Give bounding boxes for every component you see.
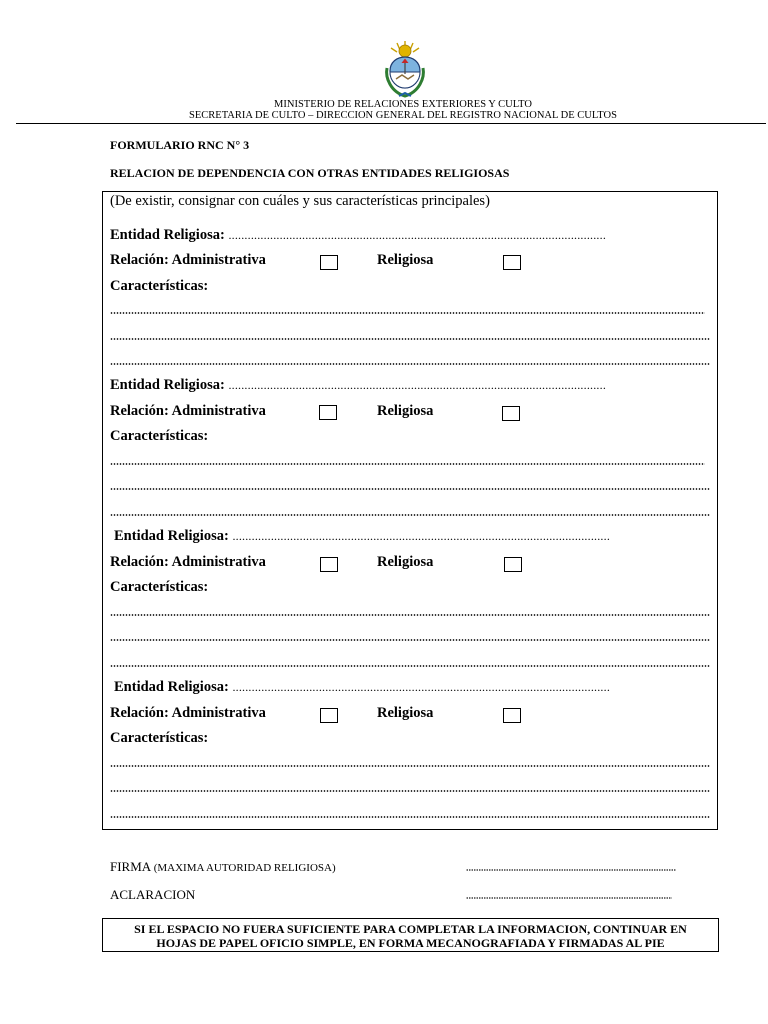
administrative-checkbox[interactable] bbox=[319, 405, 337, 420]
religious-checkbox[interactable] bbox=[502, 406, 520, 421]
characteristics-line[interactable] bbox=[110, 788, 710, 794]
signature-note: (MAXIMA AUTORIDAD RELIGIOSA) bbox=[153, 862, 336, 874]
characteristics-label: Características: bbox=[110, 278, 209, 294]
notice-line-1: SI EL ESPACIO NO FUERA SUFICIENTE PARA COMPLETAR LA INFORMACION, CONTINUAR EN bbox=[134, 922, 687, 936]
characteristics-label: Características: bbox=[110, 579, 209, 595]
entity-1-row bbox=[110, 227, 606, 244]
signature-row-label bbox=[110, 859, 336, 875]
characteristics-line[interactable] bbox=[110, 814, 710, 820]
coat-of-arms-icon bbox=[381, 38, 429, 100]
entity-name-field[interactable]: ...................................................................................................................... bbox=[232, 529, 611, 543]
relation-administrative-label: Relación: Administrativa bbox=[110, 252, 266, 268]
relation-administrative-label: Relación: Administrativa bbox=[110, 705, 266, 721]
characteristics-line[interactable] bbox=[110, 336, 710, 342]
relation-religious-label: Religiosa bbox=[377, 403, 434, 419]
ministry-name: MINISTERIO DE RELACIONES EXTERIORES Y CULTO bbox=[274, 99, 532, 110]
characteristics-label: Características: bbox=[110, 428, 209, 444]
characteristics-line[interactable] bbox=[110, 461, 705, 467]
characteristics-line[interactable] bbox=[110, 310, 705, 316]
clarification-label: ACLARACION bbox=[110, 887, 196, 902]
form-number: FORMULARIO RNC N° 3 bbox=[110, 138, 250, 152]
religious-checkbox[interactable] bbox=[503, 708, 521, 723]
entity-name-field[interactable]: ...................................................................................................................... bbox=[232, 680, 611, 694]
relation-religious-label: Religiosa bbox=[377, 554, 434, 570]
clarification-field[interactable] bbox=[466, 896, 672, 901]
characteristics-line[interactable] bbox=[110, 763, 710, 769]
administrative-checkbox[interactable] bbox=[320, 557, 338, 572]
relation-administrative-label: Relación: Administrativa bbox=[110, 554, 266, 570]
characteristics-line[interactable] bbox=[110, 612, 710, 618]
entity-name-field[interactable]: ...................................................................................................................... bbox=[228, 228, 607, 242]
characteristics-line[interactable] bbox=[110, 637, 710, 643]
entity-4-row bbox=[114, 679, 610, 696]
religious-checkbox[interactable] bbox=[504, 557, 522, 572]
characteristics-line[interactable] bbox=[110, 512, 710, 518]
continuation-notice bbox=[102, 918, 719, 952]
characteristics-label: Características: bbox=[110, 730, 209, 746]
entity-label: Entidad Religiosa: bbox=[110, 377, 225, 393]
relation-religious-label: Religiosa bbox=[377, 705, 434, 721]
characteristics-line[interactable] bbox=[110, 486, 710, 492]
relation-religious-label: Religiosa bbox=[377, 252, 434, 268]
characteristics-line[interactable] bbox=[110, 663, 710, 669]
entity-name-field[interactable]: ...................................................................................................................... bbox=[228, 378, 607, 392]
header-divider bbox=[16, 123, 766, 124]
entity-2-row bbox=[110, 377, 606, 394]
administrative-checkbox[interactable] bbox=[320, 708, 338, 723]
administrative-checkbox[interactable] bbox=[320, 255, 338, 270]
signature-label: FIRMA bbox=[110, 859, 151, 874]
form-title: RELACION DE DEPENDENCIA CON OTRAS ENTIDADES RELIGIOSAS bbox=[110, 166, 510, 180]
entity-label: Entidad Religiosa: bbox=[114, 528, 229, 544]
signature-field[interactable] bbox=[466, 868, 676, 873]
notice-line-2: HOJAS DE PAPEL OFICIO SIMPLE, EN FORMA MECANOGRAFIADA Y FIRMADAS AL PIE bbox=[156, 936, 665, 950]
secretariat-name: SECRETARIA DE CULTO – DIRECCION GENERAL DEL REGISTRO NACIONAL DE CULTOS bbox=[189, 110, 617, 121]
relation-administrative-label: Relación: Administrativa bbox=[110, 403, 266, 419]
entity-label: Entidad Religiosa: bbox=[110, 227, 225, 243]
characteristics-line[interactable] bbox=[110, 361, 710, 367]
religious-checkbox[interactable] bbox=[503, 255, 521, 270]
entity-label: Entidad Religiosa: bbox=[114, 679, 229, 695]
entity-3-row bbox=[114, 528, 610, 545]
form-instructions: (De existir, consignar con cuáles y sus características principales) bbox=[110, 193, 490, 209]
